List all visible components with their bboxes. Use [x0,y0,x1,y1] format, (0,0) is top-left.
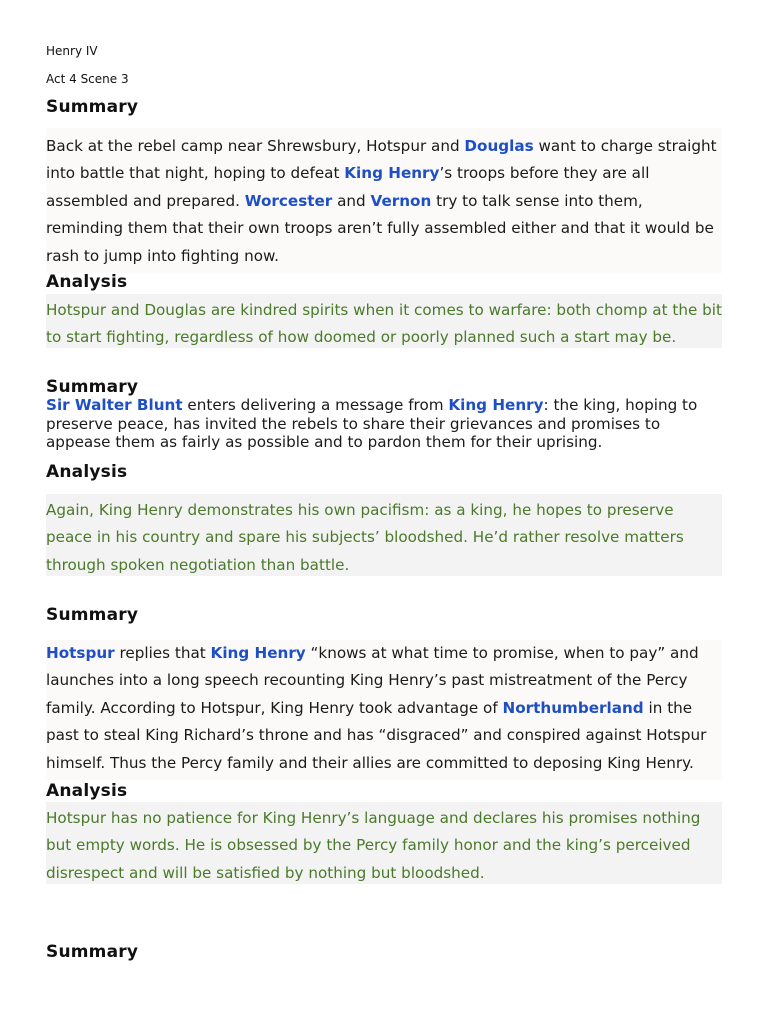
summary-heading: Summary [46,97,139,117]
character-link-vernon[interactable]: Vernon [370,191,432,210]
character-link-sir-walter-blunt[interactable]: Sir Walter Blunt [46,396,183,414]
summary-text-span: in the past to steal King Richard’s throne and has “disgraced” and conspired against Hotspur himself. Thus the Percy family and their allies are committed to deposing King Henry. [46,698,707,772]
character-link-king-henry[interactable]: King Henry [210,644,306,662]
summary-heading: Summary [46,605,139,625]
summary-text-span: and [332,191,371,210]
character-link-hotspur[interactable]: Hotspur [46,644,115,662]
summary-text-span: replies that [114,644,211,662]
analysis-heading: Analysis [46,781,128,801]
scene-label: Act 4 Scene 3 [46,72,129,86]
summary-text-span: enters delivering a message from [182,396,449,414]
document-title: Henry IV [46,44,98,58]
analysis-heading: Analysis [46,462,128,482]
character-link-douglas[interactable]: Douglas [464,137,534,155]
summary-heading: Summary [46,942,139,962]
analysis-text: Again, King Henry demonstrates his own pacifism: as a king, he hopes to preserve peace in his country and spare his subjects’ bloodshed. He’d rather resolve matters through spoken negotiation than battle. [46,494,722,576]
summary-heading: Summary [46,377,139,397]
analysis-heading: Analysis [46,272,128,292]
character-link-king-henry[interactable]: King Henry [448,396,544,414]
summary-text-span: : the king, hoping to preserve peace, has invited the rebels to share their grievances and promises to appease them as fairly as possible and to pardon them for their uprising. [46,396,698,452]
analysis-text: Hotspur has no patience for King Henry’s language and declares his promises nothing but empty words. He is obsessed by the Percy family honor and the king’s perceived disrespect and will be satisfied by nothing but bloodshed. [46,802,722,884]
analysis-text: Hotspur and Douglas are kindred spirits when it comes to warfare: both chomp at the bit to start fighting, regardless of how doomed or poorly planned such a start may be. [46,294,722,348]
summary-text-span: “knows at what time to promise, when to pay” and launches into a long speech recounting King Henry’s past mistreatment of the Percy family. According to Hotspur, King Henry took advantage of [46,644,699,717]
summary-text-span: try to talk sense into them, reminding them that their own troops aren’t fully assembled either and that it would be rash to jump into fighting now. [46,191,714,265]
summary-text-span: want to charge straight into battle that night, hoping to defeat [46,137,717,183]
summary-text-span: Back at the rebel camp near Shrewsbury, Hotspur and [46,137,465,155]
summary-text [46,640,722,780]
summary-text [46,396,722,452]
character-link-northumberland[interactable]: Northumberland [502,698,644,717]
character-link-king-henry[interactable]: King Henry [344,164,440,183]
summary-text-span: ’s troops before they are all assembled and prepared. [46,164,650,210]
summary-text [46,128,722,273]
character-link-worcester[interactable]: Worcester [244,191,333,210]
